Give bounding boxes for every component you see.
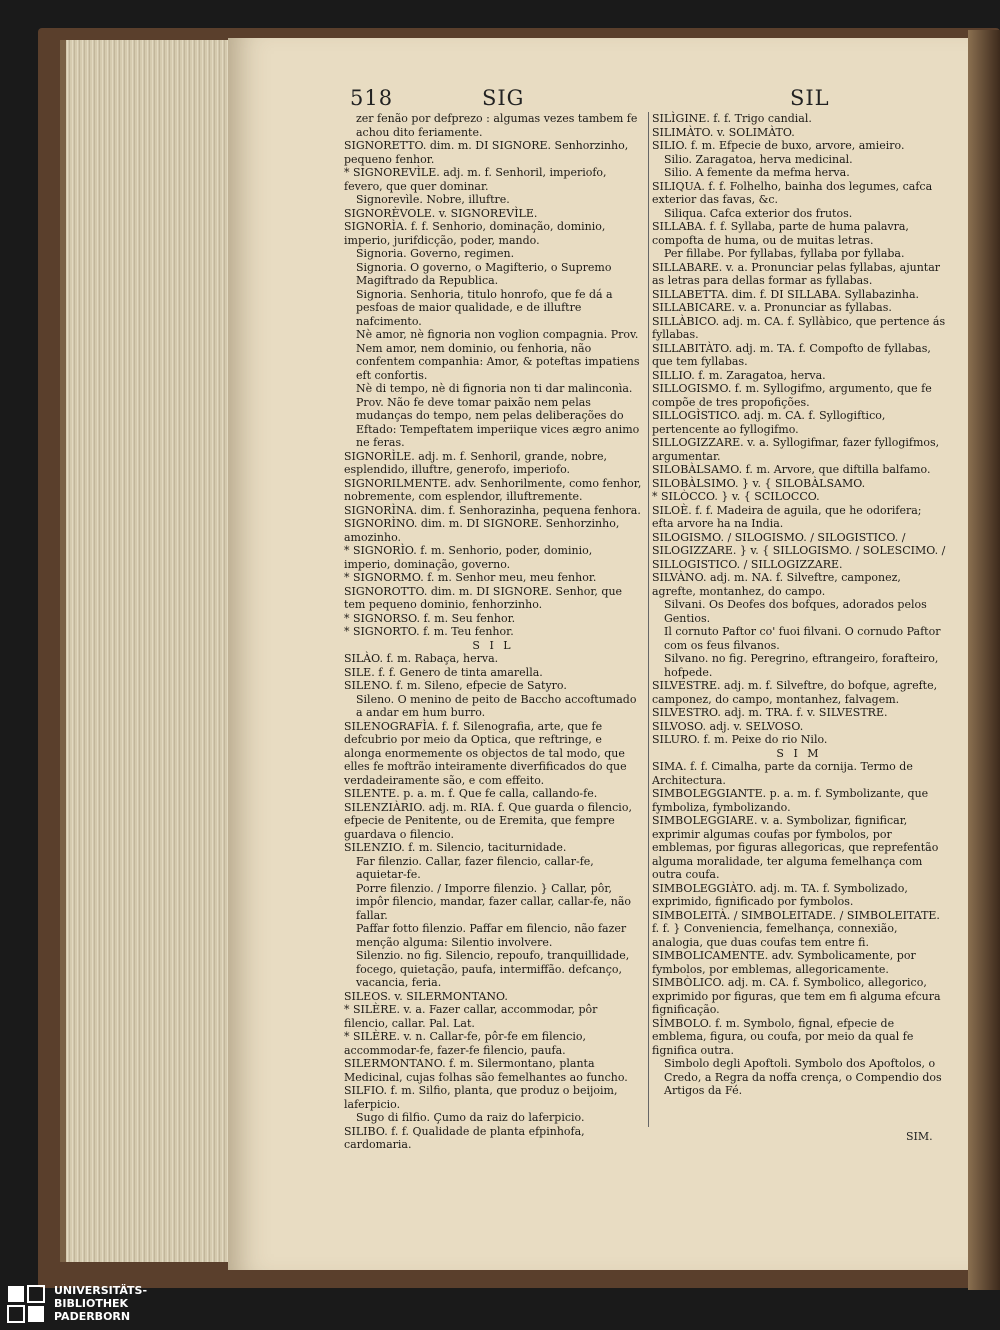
section-heading: S I L [472,638,514,652]
dictionary-entry: SIMA. f. f. Cimalha, parte da cornija. Termo de Architectura. [652,760,913,787]
dictionary-entry: SIMBOLEGGIÀTO. adj. m. TA. f. Symbolizado, exprimido, fignificado por fymbolos. [652,881,908,908]
dictionary-entry: * SIGNORTO. f. m. Teu fenhor. [344,625,514,638]
dictionary-entry: SILENZIÀRIO. adj. m. RIA. f. Que guarda o filencio, efpecie de Penitente, ou de Eremita, que fempre guardava o filencio. [344,800,632,841]
dictionary-entry: SIGNORÌLE. adj. m. f. Senhoril, grande, nobre, esplendido, illuftre, generofo, imperiofo. [344,449,607,476]
dictionary-entry: Silio. Zaragatoa, herva medicinal. [664,152,853,166]
dictionary-entry: Signoria. O governo, o Magifterio, o Supremo Magiftrado da Republica. [356,260,612,287]
dictionary-entry: SIGNORÈVOLE. v. SIGNOREVÌLE. [344,206,538,220]
dictionary-entry: SILLIO. f. m. Zaragatoa, herva. [652,368,826,382]
dictionary-entry: Sileno. O menino de peito de Baccho accoftumado a andar em hum burro. [356,692,637,719]
dictionary-entry: Sugo di filfio. Çumo da raiz do laferpicio. [356,1111,585,1124]
dictionary-entry: SIMBOLEGGIANTE. p. a. m. f. Symbolizante, que fymboliza, fymbolizando. [652,787,929,814]
dictionary-entry: * SIGNOREVÌLE. adj. m. f. Senhoril, imperiofo, fevero, que quer dominar. [344,166,607,193]
page-edges [60,40,236,1262]
dictionary-entry: SILÀO. f. m. Rabaça, herva. [344,652,499,665]
dictionary-entry: SILIMÀTO. v. SOLIMÀTO. [652,125,795,139]
dictionary-entry: * SIGNORMO. f. m. Senhor meu, meu fenhor. [344,571,597,584]
dictionary-entry: SILLABETTA. dim. f. DI SILLABA. Syllabazinha. [652,287,920,301]
dictionary-entry: SILLABARE. v. a. Pronunciar pelas fyllabas, ajuntar as letras para dellas formar as fyllabas. [652,260,941,287]
dictionary-entry: SILOGISMO. / SILOGISMO. / SILOGISTICO. / SILOGIZZARE. } v. { SILLOGISMO. / SOLESCIMO. / SILLOGISTICO. / SILLOGIZZARE. [652,530,946,571]
dictionary-entry: SILE. f. f. Genero de tinta amarella. [344,665,543,679]
dictionary-entry: SILOÈ. f. f. Madeira de aguila, que he odorifera; efta arvore ha na India. [652,503,922,530]
dictionary-entry: SILFIO. f. m. Silfio, planta, que produz o beijoim, laferpicio. [344,1084,618,1111]
dictionary-entry: SILOBÀLSAMO. f. m. Arvore, que diftilla balfamo. [652,463,931,476]
dictionary-entry: SILENZIO. f. m. Silencio, taciturnidade. [344,841,567,854]
section-heading: S I M [776,746,822,760]
column-divider [648,112,649,1127]
dictionary-entry: SILLÀBICO. adj. m. CA. f. Syllàbico, que pertence ás fyllabas. [652,314,946,341]
dictionary-entry: Porre filenzio. / Imporre filenzio. } Callar, pôr, impôr filencio, mandar, fazer callar, callar-fe, não fallar. [356,881,631,922]
logo-line: BIBLIOTHEK [54,1297,129,1310]
dictionary-entry: * SIGNORSO. f. m. Seu fenhor. [344,611,516,625]
dictionary-entry: SILLABA. f. f. Syllaba, parte de huma palavra, compofta de huma, ou de muitas letras. [652,220,909,247]
dictionary-entry: SILLABICARE. v. a. Pronunciar as fyllabas. [652,301,892,314]
dictionary-entry: zer fenão por defprezo : algumas vezes tambem fe achou dito feriamente. [356,112,638,139]
dictionary-entry: SILLOGISMO. f. m. Syllogifmo, argumento, que fe compõe de tres propofições. [652,382,932,409]
facing-page-edge [968,30,1000,1290]
running-head-right: SIL [790,86,830,110]
dictionary-entry: SILVESTRE. adj. m. f. Silveftre, do bofque, agrefte, camponez, do campo, montanhez, falvagem. [652,679,938,706]
dictionary-entry: SÌMBOLO. f. m. Symbolo, fignal, efpecie de emblema, figura, ou coufa, por meio da qual fe fignifica outra. [652,1016,914,1057]
dictionary-entry: Nè amor, nè fignoria non voglion compagnia. Prov. Nem amor, nem dominio, ou fenhoria, não confentem companhia: Amor, & poteftas impatiens eft confortis. [356,328,640,382]
dictionary-entry: Signorevìle. Nobre, illuftre. [356,193,510,206]
logo-line: PADERBORN [54,1310,131,1323]
dictionary-entry: SILEOS. v. SILERMONTANO. [344,989,508,1003]
dictionary-entry: SILENO. f. m. Sileno, efpecie de Satyro. [344,679,567,692]
dictionary-entry: Per fillabe. Por fyllabas, fyllaba por fyllaba. [664,247,905,260]
dictionary-entry: SILVÀNO. adj. m. NA. f. Silveftre, camponez, agrefte, montanhez, do campo. [652,571,901,598]
dictionary-entry: * SILÈRE. v. a. Fazer callar, accommodar, pôr filencio, callar. Pal. Lat. [344,1003,598,1030]
dictionary-entry: SILLOGÌSTICO. adj. m. CA. f. Syllogiftico, pertencente ao fyllogifmo. [652,409,886,436]
dictionary-entry: SIGNORÌA. f. f. Senhorio, dominação, dominio, imperio, jurifdicção, poder, mando. [344,220,606,247]
dictionary-entry: Paffar fotto filenzio. Paffar em filencio, não fazer menção alguma: Silentio involvere. [356,922,627,949]
page-number: 518 [350,86,394,110]
dictionary-entry: SILLOGIZZARE. v. a. Syllogifmar, fazer fyllogifmos, argumentar. [652,436,940,463]
dictionary-entry: * SILÈRE. v. n. Callar-fe, pôr-fe em filencio, accommodar-fe, fazer-fe filencio, paufa. [344,1030,587,1057]
left-column [344,112,642,1152]
dictionary-entry: SIMBOLEITÀ. / SIMBOLEITADE. / SIMBOLEITATE. f. f. } Conveniencia, femelhança, connexião, analogia, que duas coufas tem entre fi. [652,908,940,949]
dictionary-entry: SIMBOLICAMENTE. adv. Symbolicamente, por fymbolos, por emblemas, allegoricamente. [652,949,916,976]
dictionary-entry: SILERMONTANO. f. m. Silermontano, planta Medicinal, cujas folhas são femelhantes ao funcho. [344,1057,628,1084]
dictionary-entry: Signoria. Governo, regimen. [356,247,515,260]
running-head-left: SIG [482,86,525,110]
library-logo-icon [4,1282,48,1326]
dictionary-entry: Silvano. no fig. Peregrino, eftrangeiro, forafteiro, hofpede. [664,652,939,679]
dictionary-entry: Silenzio. no fig. Silencio, repoufo, tranquillidade, focego, quietação, paufa, intermiffão. defcanço, vacancia, feria. [356,949,630,989]
dictionary-entry: Far filenzio. Callar, fazer filencio, callar-fe, aquietar-fe. [356,854,594,881]
dictionary-entry: Il cornuto Paftor co' fuoi filvani. O cornudo Paftor com os feus filvanos. [664,625,941,652]
dictionary-entry: SILOBÀLSIMO. } v. { SILOBÀLSAMO. [652,476,866,490]
dictionary-entry: Silvani. Os Deofes dos bofques, adorados pelos Gentios. [664,598,927,625]
dictionary-entry: SILENOGRAFÌA. f. f. Silenografia, arte, que fe defcubrio por meio da Optica, que reftringe, e alonga enormemente os objectos de tal modo, que elles fe moftrão inteiramente diverfificados do que verdadeiramente são, e com effeito. [344,719,627,787]
dictionary-entry: Silio. A femente da mefma herva. [664,166,850,179]
dictionary-entry: SILIO. f. m. Efpecie de buxo, arvore, amieiro. [652,139,905,152]
dictionary-entry: * SIGNORÌO. f. m. Senhorio, poder, dominio, imperio, dominação, governo. [344,544,593,571]
library-logo [4,1282,204,1328]
dictionary-entry: * SILÒCCO. } v. { SCILOCCO. [652,490,820,503]
catchword: SIM. [906,1130,933,1143]
dictionary-entry: SIMBOLEGGIARE. v. a. Symbolizar, fignificar, exprimir algumas coufas por fymbolos, por emblemas, por figuras allegoricas, que reprefentão alguma moralidade, ter alguma femelhança com outra coufa. [652,814,939,881]
dictionary-entry: SILIBO. f. f. Qualidade de planta efpinhofa, cardomaria. [344,1124,585,1151]
logo-line: UNIVERSITÄTS- [54,1284,148,1297]
dictionary-entry: SIGNORÌNA. dim. f. Senhorazinha, pequena fenhora. [344,503,641,517]
dictionary-entry: Signoria. Senhoria, titulo honrofo, que fe dá a pesfoas de maior qualidade, e de illuftre nafcimento. [356,287,613,328]
dictionary-entry: SILVOSO. adj. v. SELVOSO. [652,719,804,733]
dictionary-entry: SILURO. f. m. Peixe do rio Nilo. [652,733,828,746]
dictionary-entry: SIGNORÌNO. dim. m. DI SIGNORE. Senhorzinho, amozinho. [344,517,620,544]
dictionary-entry: Simbolo degli Apoftoli. Symbolo dos Apoftolos, o Credo, a Regra da noffa crença, o Compendio dos Artigos da Fé. [664,1057,942,1097]
dictionary-entry: SIGNOROTTO. dim. m. DI SIGNORE. Senhor, que tem pequeno dominio, fenhorzinho. [344,584,623,611]
dictionary-entry: Siliqua. Cafca exterior dos frutos. [664,206,853,220]
dictionary-entry: SIGNORILMENTE. adv. Senhorilmente, como fenhor, nobremente, com esplendor, illuftremente. [344,476,642,503]
dictionary-entry: SILENTE. p. a. m. f. Que fe calla, callando-fe. [344,787,598,800]
dictionary-entry: Nè di tempo, nè di fignoria non ti dar malinconìa. Prov. Não fe deve tomar paixão nem pelas mudanças do tempo, nem pelas deliberações do Eftado: Tempeftatem imperiique vices ægro animo ne feras. [356,382,640,449]
dictionary-entry: SILIQUA. f. f. Folhelho, bainha dos legumes, cafca exterior das favas, &c. [652,179,933,206]
dictionary-entry: SILLABITÀTO. adj. m. TA. f. Compofto de fyllabas, que tem fyllabas. [652,341,931,368]
right-column [652,112,946,1098]
dictionary-entry: SILÌGINE. f. f. Trigo candial. [652,112,812,125]
dictionary-entry: SIGNORETTO. dim. m. DI SIGNORE. Senhorzinho, pequeno fenhor. [344,139,629,166]
dictionary-entry: SILVESTRO. adj. m. TRA. f. v. SILVESTRE. [652,706,888,719]
dictionary-entry: SIMBÒLICO. adj. m. CA. f. Symbolico, allegorico, exprimido por figuras, que tem em fi alguma efcura fignificação. [652,976,941,1016]
